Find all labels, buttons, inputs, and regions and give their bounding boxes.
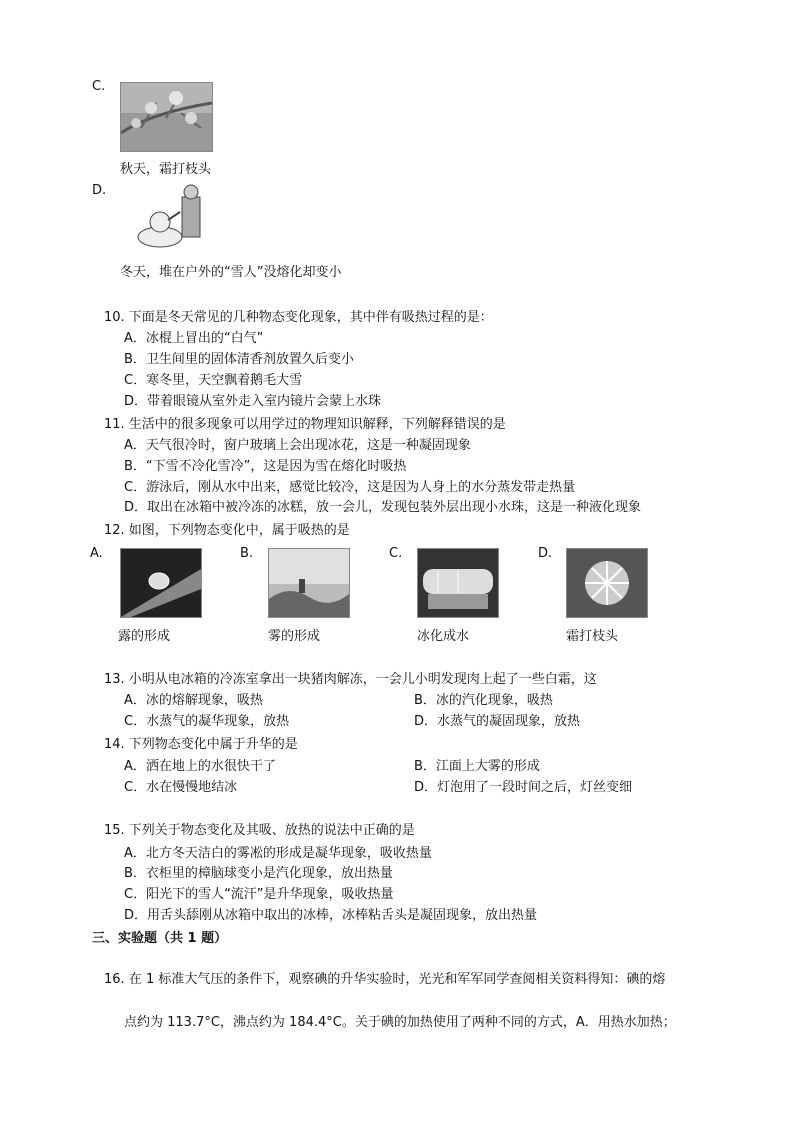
q11-option-d: D．取出在冰箱中被冷冻的冰糕，放一会儿，发现包装外层出现小水珠，这是一种液化现象 xyxy=(124,500,642,515)
q10-option-a: A．冰棍上冒出的“白气” xyxy=(124,331,264,346)
q10-option-b: B．卫生间里的固体清香剂放置久后变小 xyxy=(124,352,354,367)
q12-option-b-letter: B. xyxy=(240,546,254,561)
q12-option-d-letter: D. xyxy=(538,546,553,561)
q12-option-b-caption: 雾的形成 xyxy=(268,629,321,644)
q13-option-d: D．水蒸气的凝固现象，放热 xyxy=(414,714,581,729)
option-d-caption: 冬天，堆在户外的“雪人”没熔化却变小 xyxy=(120,265,342,280)
q14-option-a: A．洒在地上的水很快干了 xyxy=(124,759,276,774)
q13-option-b: B．冰的汽化现象，吸热 xyxy=(414,693,553,708)
q15-option-b: B．衣柜里的樟脑球变小是汽化现象，放出热量 xyxy=(124,866,393,881)
q11-option-c: C．游泳后，刚从水中出来，感觉比较冷，这是因为人身上的水分蒸发带走热量 xyxy=(124,480,576,495)
ice-melting-image xyxy=(417,548,499,618)
q14-option-b: B．江面上大雾的形成 xyxy=(414,759,540,774)
q10-stem: 10. 下面是冬天常见的几种物态变化现象，其中伴有吸热过程的是： xyxy=(104,310,493,325)
q11-option-b: B．“下雪不冷化雪冷”，这是因为雪在熔化时吸热 xyxy=(124,459,407,474)
q14-stem: 14. 下列物态变化中属于升华的是 xyxy=(104,737,298,752)
q13-option-a: A．冰的熔解现象，吸热 xyxy=(124,693,263,708)
q15-option-c: C．阳光下的雪人“流汗”是升华现象，吸收热量 xyxy=(124,887,394,902)
q14-option-c: C．水在慢慢地结冰 xyxy=(124,780,238,795)
q14-option-d: D．灯泡用了一段时间之后，灯丝变细 xyxy=(414,780,633,795)
snowman-image xyxy=(120,182,211,252)
frost-branch-image xyxy=(120,82,213,152)
q15-option-d: D．用舌头舔刚从冰箱中取出的冰棒，冰棒粘舌头是凝固现象，放出热量 xyxy=(124,908,538,923)
q13-stem: 13. 小明从电冰箱的冷冻室拿出一块猪肉解冻，一会儿小明发现肉上起了一些白霜，这 xyxy=(104,672,597,687)
frost-flowers-image xyxy=(566,548,648,618)
q13-option-c: C．水蒸气的凝华现象，放热 xyxy=(124,714,290,729)
option-d-letter: D. xyxy=(92,183,107,198)
q15-option-a: A．北方冬天洁白的雾凇的形成是凝华现象，吸收热量 xyxy=(124,846,432,861)
q10-option-c: C．寒冬里，天空飘着鹅毛大雪 xyxy=(124,373,303,388)
q11-stem: 11. 生活中的很多现象可以用学过的物理知识解释，下列解释错误的是 xyxy=(104,417,506,432)
section-title: 三、实验题（共 1 题） xyxy=(92,931,228,946)
q12-option-c-caption: 冰化成水 xyxy=(417,629,470,644)
option-c-caption: 秋天，霜打枝头 xyxy=(120,162,212,177)
q16-line2: 点约为 113.7°C，沸点约为 184.4°C。关于碘的加热使用了两种不同的方式，A．用热水加热； xyxy=(124,1015,676,1030)
option-c-letter: C. xyxy=(92,79,106,94)
q12-stem: 12. 如图，下列物态变化中，属于吸热的是 xyxy=(104,523,350,538)
q12-option-c-letter: C. xyxy=(389,546,403,561)
q12-option-a-caption: 露的形成 xyxy=(118,629,171,644)
q11-option-a: A．天气很冷时，窗户玻璃上会出现冰花，这是一种凝固现象 xyxy=(124,438,471,453)
q15-stem: 15. 下列关于物态变化及其吸、放热的说法中正确的是 xyxy=(104,823,415,838)
q16-line1: 16. 在 1 标准大气压的条件下，观察碘的升华实验时，光光和军军同学查阅相关资料得知：碘的熔 xyxy=(104,972,666,987)
q12-option-a-letter: A. xyxy=(90,546,103,561)
dew-drop-image xyxy=(120,548,202,618)
q12-option-d-caption: 霜打枝头 xyxy=(566,629,619,644)
q10-option-d: D．带着眼镜从室外走入室内镜片会蒙上水珠 xyxy=(124,394,382,409)
fog-image xyxy=(268,548,350,618)
